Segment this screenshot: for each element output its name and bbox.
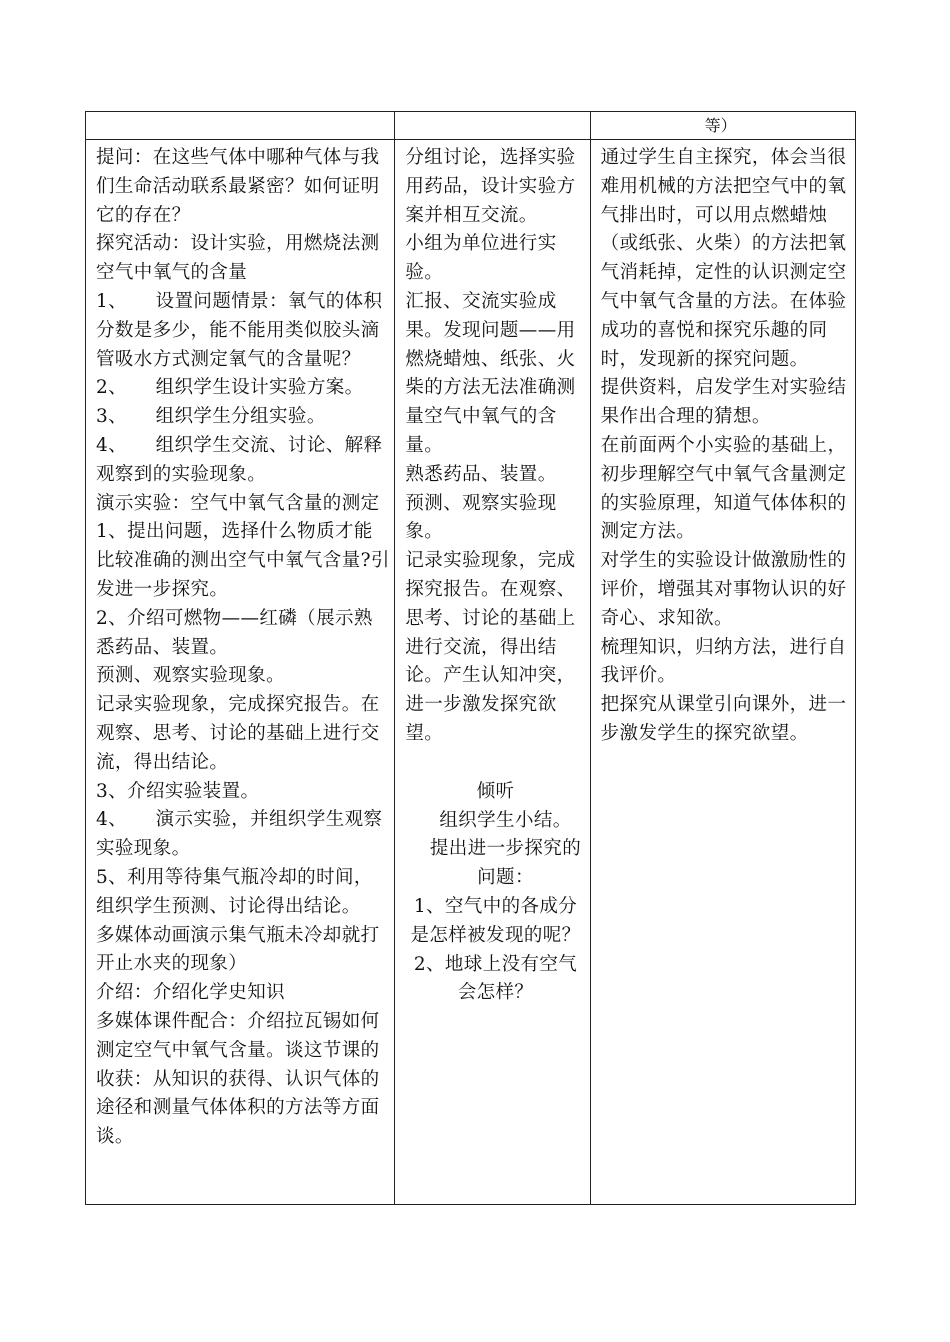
- teacher-para-3: 1、 设置问题情景：氧气的体积分数是多少，能不能用类似胶头滴管吸水方式测定氧气的含量呢？: [96, 290, 383, 370]
- design-intent-cell: [590, 140, 855, 1205]
- table-row-top: [86, 112, 856, 140]
- top-cell-3: [590, 112, 855, 140]
- teacher-activity-cell: [86, 140, 395, 1205]
- top-cell-2: [395, 112, 590, 140]
- intent-para-3: 在前面两个小实验的基础上，初步理解空气中氧气含量测定的实验原理，知道气体体积的测定方法。: [600, 434, 847, 543]
- intent-para-6: 把探究从课堂引向课外，进一步激发学生的探究欲望。: [600, 694, 847, 744]
- student-para-10: 1、空气中的各成分是怎样被发现的呢？: [410, 895, 581, 946]
- student-para-3: 汇报、交流实验成果。发现问题——用燃烧蜡烛、纸张、火柴的方法无法准确测量空气中氧气的含量。: [405, 290, 576, 456]
- teacher-para-11: 记录实验现象，完成探究报告。在观察、思考、讨论的基础上进行交流，得出结论。: [96, 694, 380, 773]
- student-activity-cell: [395, 140, 590, 1205]
- table-row-main: [86, 140, 856, 1205]
- student-para-4: 熟悉药品、装置。: [405, 463, 557, 485]
- teacher-para-5: 3、 组织学生分组实验。: [96, 406, 326, 428]
- teacher-para-12: 3、介绍实验装置。: [96, 780, 260, 802]
- lesson-table: [85, 111, 856, 1205]
- student-para-8: 组织学生小结。: [439, 809, 572, 831]
- teacher-para-13: 4、 演示实验，并组织学生观察实验现象。: [96, 809, 383, 860]
- student-para-1: 分组讨论，选择实验用药品，设计实验方案并相互交流。: [405, 147, 576, 226]
- top-cell-text: 等）: [704, 116, 737, 135]
- student-para-7: 倾听: [476, 780, 515, 802]
- student-para-5: 预测、观察实验现象。: [405, 492, 557, 543]
- student-para-9: 提出进一步探究的问题：: [429, 838, 582, 889]
- intent-para-5: 梳理知识，归纳方法，进行自我评价。: [600, 636, 847, 687]
- teacher-para-10: 预测、观察实验现象。: [96, 665, 286, 687]
- teacher-para-9: 2、介绍可燃物——红磷（展示熟悉药品、装置。: [96, 607, 373, 658]
- teacher-para-4: 2、 组织学生设计实验方案。: [96, 377, 364, 399]
- teacher-para-1: 提问：在这些气体中哪种气体与我们生命活动联系最紧密？如何证明它的存在？: [96, 147, 380, 226]
- teacher-para-6: 4、 组织学生交流、讨论、解释观察到的实验现象。: [96, 434, 383, 485]
- teacher-para-7: 演示实验：空气中氧气含量的测定: [96, 492, 380, 514]
- intent-para-2: 提供资料，启发学生对实验结果作出合理的猜想。: [600, 377, 847, 428]
- teacher-para-2: 探究活动：设计实验，用燃烧法测空气中氧气的含量: [96, 233, 380, 284]
- intent-para-4: 对学生的实验设计做激励性的评价，增强其对事物认识的好奇心、求知欲。: [600, 550, 847, 629]
- top-cell-1: [86, 112, 395, 140]
- student-para-11: 2、地球上没有空气会怎样？: [413, 953, 578, 1004]
- teacher-para-14: 5、利用等待集气瓶冷却的时间，组织学生预测、讨论得出结论。: [96, 866, 373, 917]
- student-para-6: 记录实验现象，完成探究报告。在观察、思考、讨论的基础上进行交流，得出结论。产生认知冲突，进一步激发探究欲望。: [405, 550, 576, 744]
- teacher-para-8: 1、提出问题，选择什么物质才能比较准确的测出空气中氧气含量?引发进一步探究。: [96, 521, 390, 600]
- teacher-para-15: 多媒体动画演示集气瓶未冷却就打开止水夹的现象）: [96, 924, 380, 975]
- student-para-2: 小组为单位进行实验。: [405, 233, 557, 284]
- teacher-para-16: 介绍：介绍化学史知识: [96, 982, 286, 1004]
- intent-para-1: 通过学生自主探究，体会当很难用机械的方法把空气中的氧气排出时，可以用点燃蜡烛（或纸张、火柴）的方法把氧气消耗掉，定性的认识测定空气中氧气含量的方法。在体验成功的喜悦和探究乐趣的同时，发现新的探究问题。: [600, 147, 847, 370]
- teacher-para-17: 多媒体课件配合：介绍拉瓦锡如何测定空气中氧气含量。谈这节课的收获：从知识的获得、认识气体的途径和测量气体体积的方法等方面谈。: [96, 1010, 380, 1148]
